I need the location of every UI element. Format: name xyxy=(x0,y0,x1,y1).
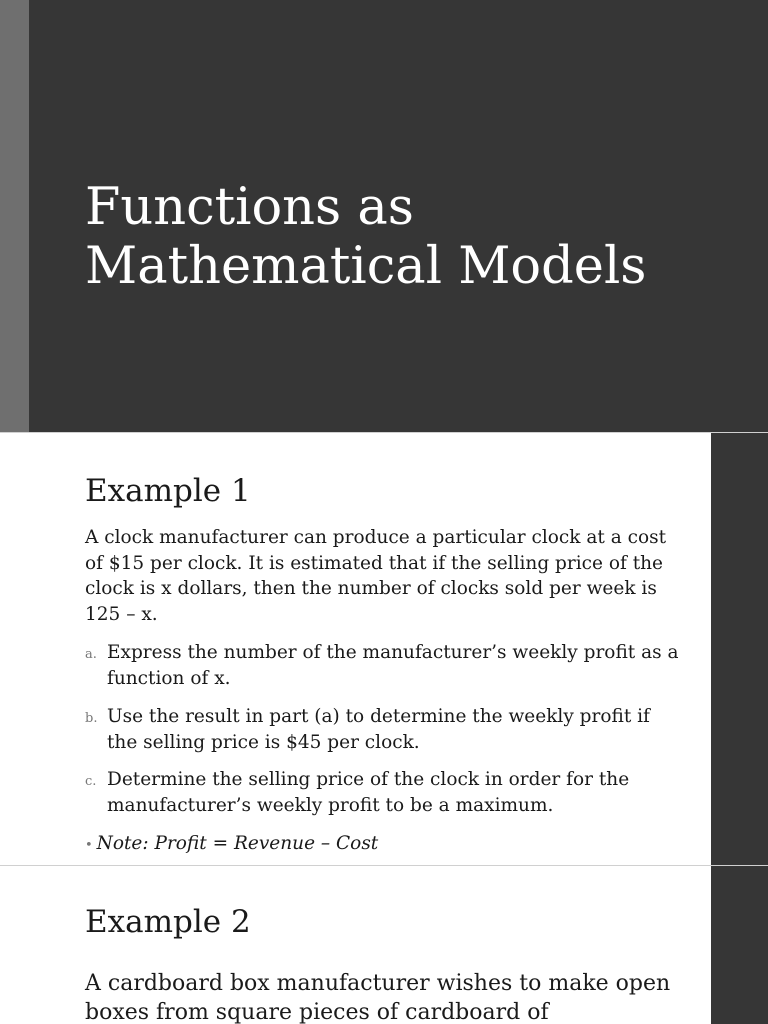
list-item-text: Use the result in part (a) to determine the weekly profit if the selling price is $45 per clock. xyxy=(107,706,650,753)
list-item xyxy=(85,704,685,755)
bullet-marker: • xyxy=(85,838,93,853)
slide-title: Functions as Mathematical Models xyxy=(85,178,647,296)
example-2-slide xyxy=(0,866,768,1024)
note xyxy=(85,831,378,859)
title-slide xyxy=(0,0,768,432)
list-item-text: Express the number of the manufacturer’s weekly profit as a function of x. xyxy=(107,642,679,689)
list-marker: a. xyxy=(85,647,97,662)
list-item xyxy=(85,767,685,818)
example-2-paragraph: A cardboard box manufacturer wishes to make open boxes from square pieces of cardboard of xyxy=(85,971,671,1024)
example-1-heading: Example 1 xyxy=(85,473,251,509)
note-text: Note: Profit = Revenue – Cost xyxy=(96,833,379,854)
list-item xyxy=(85,640,685,691)
list-marker: b. xyxy=(85,711,98,726)
right-sidebar xyxy=(711,433,768,865)
example-2-heading: Example 2 xyxy=(85,904,251,940)
list-marker: c. xyxy=(85,774,97,789)
right-sidebar xyxy=(711,866,768,1024)
example-1-slide xyxy=(0,433,768,865)
example-1-paragraph: A clock manufacturer can produce a particular clock at a cost of $15 per clock. It is estimated that if the selling price of the clock is x dollars, then the number of clocks sold per week is 125 – x. xyxy=(85,527,667,625)
list-item-text: Determine the selling price of the clock in order for the manufacturer’s weekly profit to be a maximum. xyxy=(107,769,630,816)
accent-bar xyxy=(0,0,29,432)
